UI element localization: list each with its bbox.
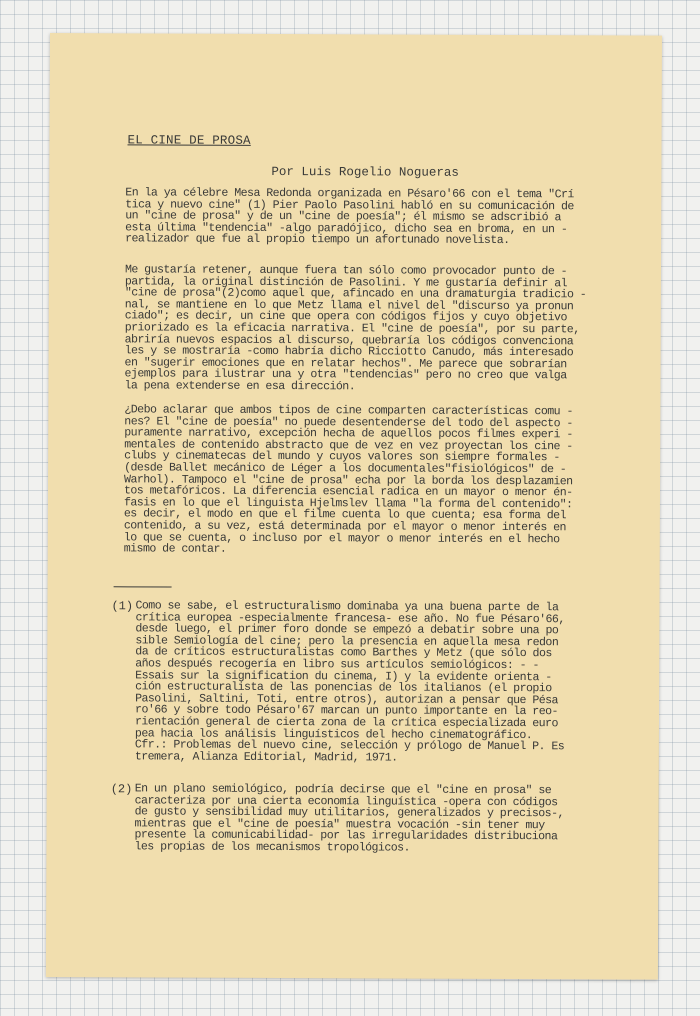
- text-line: tos metafóricos. La diferencia esencial radica en un mayor o menor én-: [123, 484, 573, 500]
- typewritten-page: [46, 33, 662, 980]
- text-line: tremera, Alianza Editorial, Madrid, 1971.: [134, 750, 398, 765]
- text-line: contenido, a su vez, está determinada por el mayor o menor interés en: [123, 519, 566, 535]
- text-line: fasis en lo que el linguista Hjelmslev llama "la forma del contenido":: [123, 496, 573, 512]
- text-line: mientras que el "cine de poesía" muestra vocación -sin tener muy: [134, 817, 545, 832]
- text-line: abriría nuevos espacios al discurso, quebraría los códigos convenciona: [124, 332, 574, 348]
- footnote-divider: [114, 586, 172, 587]
- text-line: nes? El "cine de poesía" no puede desentenderse del todo del aspecto -: [124, 414, 573, 430]
- author-byline: Por Luis Rogelio Nogueras: [271, 164, 459, 180]
- text-line: años después recogería en libro sus artículos semiológicos: - -: [135, 657, 539, 673]
- text-line: Me gustaría retener, aunque fuera tan sólo como provocador punto de -: [124, 263, 568, 279]
- paragraph-1: [125, 187, 665, 247]
- text-line: caracteriza por una cierta economía linguística -opera con códigos: [134, 793, 558, 809]
- text-line: crítica europea -especialmente francesa- ese año. No fue Pésaro'66,: [135, 610, 565, 626]
- text-line: Cfr.: Problemas del nuevo cine, selección y prólogo de Manuel P. Es: [134, 738, 565, 754]
- text-line: ¿Debo aclarar que ambos tipos de cine comparten características comu -: [124, 403, 573, 419]
- text-line: mentales de contenido abstracto que de vez en vez proyectan los cine -: [124, 438, 573, 454]
- text-line: ejemplos para ilustrar una y otra "tendencias" pero no creo que valga: [124, 367, 567, 383]
- text-line: puramente narrativo, excepción hecha de aquellos pocos filmes experi -: [124, 426, 573, 442]
- text-line: les propias de los mecanismos tropológicos.: [134, 840, 411, 855]
- footnote-body: [135, 600, 662, 765]
- paragraph-2: [124, 264, 665, 394]
- text-line: da de críticos estructuralistas como Barthes y Metz (que sólo dos: [135, 645, 552, 661]
- text-line: lo que se cuenta, o incluso por el mayor o menor interés en el hecho: [123, 530, 560, 546]
- text-line: En la ya célebre Mesa Redonda organizada en Pésaro'66 con el tema "Crí: [125, 186, 574, 202]
- footnote-1: [111, 599, 664, 765]
- text-line: les y se mostraría -como habría dicho Ricciotto Canudo, más interesado: [124, 344, 574, 360]
- text-line: en "sugerir emociones que en relatar hechos". Me parece que sobrarían: [124, 356, 567, 372]
- text-line: pea hacia los análisis linguísticos del hecho cinematográfico.: [134, 726, 533, 742]
- text-line: sible Semiología del cine; pero la presencia en aquella mesa redon: [135, 634, 559, 650]
- footnote-body: [134, 783, 660, 855]
- text-line: un "cine de prosa" y de un "cine de poesía"; él mismo se adscribió a: [125, 209, 561, 225]
- text-line: ro'66 y sobre todo Pésaro'67 marcan un punto importante en la reo-: [135, 703, 558, 719]
- document-title: EL CINE DE PROSA: [127, 133, 251, 148]
- text-line: ción estructuralista de las ponencias de los italianos (el propio: [135, 680, 552, 696]
- text-line: de gusto y sensibilidad muy utilitarios, generalizados y precisos-,: [134, 805, 564, 821]
- text-line: la pena extenderse en esa dirección.: [124, 379, 356, 394]
- text-line: mismo de contar.: [123, 542, 227, 556]
- text-line: esta última "tendencia" -algo paradójico, dicho sea en broma, en un -: [125, 221, 568, 237]
- text-line: "cine de prosa"(2)como aquel que, afincado en una dramaturgia tradicio -: [124, 286, 587, 302]
- text-line: En un plano semiológico, podría decirse que el "cine en prosa" se: [134, 782, 552, 798]
- text-line: rientación general de cierta zona de la crítica especializada euro: [134, 715, 558, 731]
- text-line: Warhol). Tampoco el "cine de prosa" echa por la borda los desplazamien: [124, 472, 573, 488]
- text-line: Como se sabe, el estructuralismo dominaba ya una buena parte de la: [135, 599, 559, 615]
- text-line: es decir, el modo en que el filme cuenta lo que cuenta; esa forma del: [123, 507, 567, 523]
- footnote-number: (2): [110, 782, 133, 797]
- text-line: Essais sur la signification du cinema, I) y la evidente orienta -: [135, 668, 552, 684]
- paragraph-3: [124, 404, 665, 557]
- footnote-number: (1): [111, 599, 134, 614]
- text-line: partida, la original distinción de Pasolini. Y me gustaría definir al: [124, 274, 568, 290]
- text-line: nal, se mantiene en lo que Metz llama el nivel del "discurso ya pronun: [124, 298, 574, 314]
- text-line: ciado"; es decir, un cine que opera con códigos fijos y cuyo objetivo: [124, 309, 567, 325]
- text-line: desde luego, el primer foro donde se empezó a debatir sobre una po: [135, 622, 559, 638]
- text-line: presente la comunicabilidad- por las irregularidades distribuciona: [134, 828, 558, 844]
- text-line: Pasolini, Saltini, Toti, entre otros), autorizan a pensar que Pésa: [135, 692, 559, 707]
- text-line: realizador que fue al propio tiempo un afortunado novelista.: [125, 232, 510, 248]
- text-line: priorizado es la eficacia narrativa. El "cine de poesía", por su parte,: [124, 321, 580, 337]
- text-line: (desde Ballet mecánico de Léger a los documentales"fisiológicos" de -: [124, 461, 567, 477]
- text-line: tica y nuevo cine" (1) Pier Paolo Pasolini habló en su comunicación de: [125, 197, 574, 213]
- text-line: clubs y cinematecas del mundo y cuyos valores son siempre formales -: [124, 449, 560, 465]
- footnote-2: [110, 782, 663, 855]
